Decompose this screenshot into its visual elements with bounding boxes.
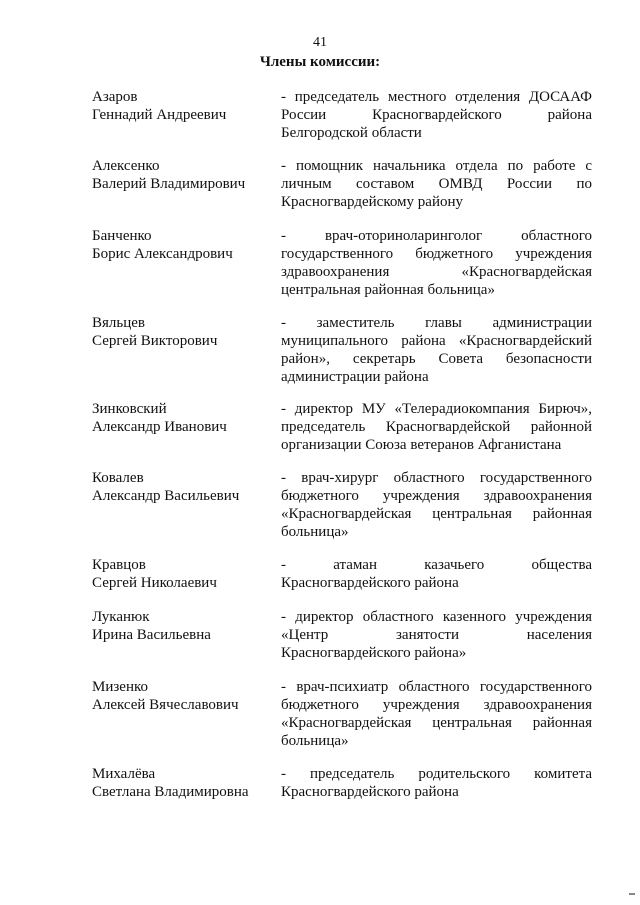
member-given-names: Ирина Васильевна xyxy=(92,627,211,643)
member-name xyxy=(92,765,272,801)
page-title: Члены комиссии: xyxy=(259,54,381,70)
member-given-names: Валерий Владимирович xyxy=(92,176,246,192)
member-given-names: Борис Александрович xyxy=(92,246,233,262)
member-name xyxy=(92,469,272,505)
member-name xyxy=(92,227,272,263)
member-surname: Ковалев xyxy=(92,470,144,486)
member-role: - заместитель главы администрации муниципального района «Красногвардейский район», секретарь Совета безопасности администрации района xyxy=(281,315,592,385)
member-surname: Михалёва xyxy=(92,766,156,782)
member-given-names: Алексей Вячеславович xyxy=(92,697,239,713)
member-name xyxy=(92,400,272,436)
member-given-names: Сергей Николаевич xyxy=(92,575,217,591)
member-surname: Вяльцев xyxy=(92,315,145,331)
member-role: - врач-психиатр областного государственного бюджетного учреждения здравоохранения «Красногвардейская центральная районная больница» xyxy=(281,679,592,749)
member-given-names: Александр Васильевич xyxy=(92,488,240,504)
member-role: - председатель родительского комитета Красногвардейского района xyxy=(281,766,592,800)
member-role: - атаман казачьего общества Красногвардейского района xyxy=(281,557,592,591)
member-role: - председатель местного отделения ДОСААФ России Красногвардейского района Белгородской области xyxy=(281,89,592,141)
member-role: - директор МУ «Телерадиокомпания Бирюч», председатель Красногвардейской районной организации Союза ветеранов Афганистана xyxy=(281,401,592,453)
member-name xyxy=(92,608,272,644)
member-role: - директор областного казенного учреждения «Центр занятости населения Красногвардейского района» xyxy=(281,609,592,661)
member-surname: Алексенко xyxy=(92,158,160,174)
member-given-names: Сергей Викторович xyxy=(92,333,218,349)
member-role: - помощник начальника отдела по работе с личным составом ОМВД России по Красногвардейскому району xyxy=(281,158,592,210)
member-given-names: Светлана Владимировна xyxy=(92,784,249,800)
member-name xyxy=(92,157,272,193)
member-given-names: Геннадий Андреевич xyxy=(92,107,227,123)
member-surname: Банченко xyxy=(92,228,152,244)
member-given-names: Александр Иванович xyxy=(92,419,227,435)
member-name xyxy=(92,314,272,350)
member-surname: Мизенко xyxy=(92,679,149,695)
member-surname: Луканюк xyxy=(92,609,150,625)
page-number: 41 xyxy=(313,35,327,50)
member-surname: Азаров xyxy=(92,89,138,105)
member-role: - врач-оториноларинголог областного государственного бюджетного учреждения здравоохранения «Красногвардейская центральная районная больница» xyxy=(281,228,592,298)
member-surname: Кравцов xyxy=(92,557,146,573)
member-role: - врач-хирург областного государственного бюджетного учреждения здравоохранения «Красногвардейская центральная районная больница» xyxy=(281,470,592,540)
scan-mark xyxy=(629,893,635,895)
member-name xyxy=(92,678,272,714)
member-surname: Зинковский xyxy=(92,401,167,417)
member-name xyxy=(92,556,272,592)
member-name xyxy=(92,88,272,124)
